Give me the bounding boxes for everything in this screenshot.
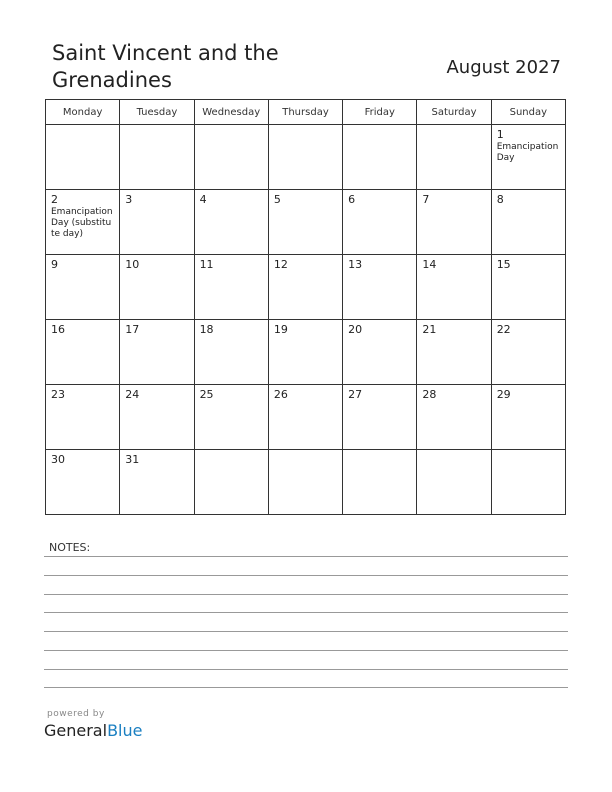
generalblue-logo <box>44 721 142 740</box>
day-content <box>492 125 565 167</box>
weekday-header: Wednesday <box>194 100 268 125</box>
day-cell <box>194 255 268 320</box>
weekday-header: Friday <box>343 100 417 125</box>
powered-by-text: powered by <box>47 709 105 719</box>
day-number: 8 <box>496 193 504 206</box>
note-line <box>44 575 568 576</box>
day-number: 15 <box>496 258 511 271</box>
day-content <box>417 320 490 339</box>
day-cell <box>491 190 565 255</box>
weekday-header: Saturday <box>417 100 491 125</box>
brand-general: General <box>44 721 108 740</box>
day-number: 5 <box>273 193 281 206</box>
day-number: 30 <box>51 453 65 466</box>
day-number: 27 <box>348 388 363 401</box>
day-cell <box>268 125 342 190</box>
day-content <box>343 320 416 339</box>
day-number: 4 <box>199 193 207 206</box>
day-cell <box>343 255 417 320</box>
day-cell <box>417 190 491 255</box>
day-content <box>492 255 565 274</box>
month-title: August 2027 <box>446 57 561 78</box>
note-line <box>44 556 568 557</box>
day-number: 25 <box>199 388 214 401</box>
day-content <box>269 190 342 209</box>
day-content <box>195 450 268 456</box>
day-cell <box>343 125 417 190</box>
day-cell <box>120 450 194 515</box>
day-number: 21 <box>422 323 437 336</box>
day-cell <box>268 320 342 385</box>
day-cell <box>46 385 120 450</box>
note-line <box>44 687 568 688</box>
day-cell <box>268 450 342 515</box>
day-content <box>269 385 342 404</box>
day-cell <box>46 190 120 255</box>
holiday-label: Emancipation Day (substitute day) <box>51 207 113 239</box>
weekday-header: Sunday <box>491 100 565 125</box>
day-content <box>343 125 416 131</box>
day-number: 19 <box>273 323 288 336</box>
day-content <box>492 385 565 404</box>
day-content <box>269 255 342 274</box>
day-number: 22 <box>496 323 511 336</box>
day-number: 16 <box>51 323 65 336</box>
day-content <box>492 190 565 209</box>
day-content <box>269 320 342 339</box>
day-content <box>46 125 119 131</box>
day-content <box>120 320 193 339</box>
day-content <box>46 385 119 404</box>
day-cell <box>417 385 491 450</box>
day-cell <box>417 125 491 190</box>
day-cell <box>343 385 417 450</box>
day-content <box>120 190 193 209</box>
day-content <box>120 450 193 469</box>
country-title: Saint Vincent and the Grenadines <box>52 41 279 92</box>
day-cell <box>194 125 268 190</box>
day-number: 13 <box>348 258 363 271</box>
day-number: 10 <box>125 258 140 271</box>
day-number: 29 <box>496 388 511 401</box>
week-row <box>46 385 566 450</box>
day-content <box>195 320 268 339</box>
day-cell <box>343 190 417 255</box>
day-content <box>492 450 565 456</box>
note-line <box>44 631 568 632</box>
day-cell <box>120 385 194 450</box>
day-content <box>343 450 416 456</box>
day-number: 26 <box>273 388 288 401</box>
day-number: 18 <box>199 323 214 336</box>
day-content <box>120 255 193 274</box>
day-content <box>195 190 268 209</box>
day-cell <box>46 255 120 320</box>
day-number: 11 <box>199 258 214 271</box>
day-cell <box>46 450 120 515</box>
calendar-grid <box>45 99 566 515</box>
day-content <box>492 320 565 339</box>
note-line <box>44 612 568 613</box>
day-content <box>46 190 119 243</box>
day-number: 12 <box>273 258 288 271</box>
day-content <box>269 125 342 131</box>
weekday-header: Tuesday <box>120 100 194 125</box>
day-content <box>46 450 119 469</box>
day-content <box>343 255 416 274</box>
day-cell <box>343 450 417 515</box>
day-cell <box>120 255 194 320</box>
weekday-header-row <box>46 100 566 125</box>
day-cell <box>120 190 194 255</box>
day-number: 24 <box>125 388 140 401</box>
day-number: 28 <box>422 388 437 401</box>
day-content <box>195 385 268 404</box>
holiday-label: Emancipation Day <box>496 142 559 163</box>
day-content <box>195 255 268 274</box>
weekday-header: Monday <box>46 100 120 125</box>
day-content <box>46 320 119 339</box>
day-cell <box>268 190 342 255</box>
week-row <box>46 320 566 385</box>
day-cell <box>194 385 268 450</box>
day-cell <box>194 190 268 255</box>
note-line <box>44 669 568 670</box>
day-content <box>343 190 416 209</box>
day-content <box>417 255 490 274</box>
day-cell <box>194 450 268 515</box>
day-content <box>343 385 416 404</box>
day-cell <box>491 320 565 385</box>
day-number: 7 <box>422 193 430 206</box>
week-row <box>46 125 566 190</box>
day-cell <box>194 320 268 385</box>
notes-label: NOTES: <box>49 541 91 554</box>
week-row <box>46 255 566 320</box>
day-number: 3 <box>125 193 133 206</box>
brand-blue: Blue <box>107 721 143 740</box>
day-cell <box>417 450 491 515</box>
day-content <box>269 450 342 456</box>
day-content <box>195 125 268 131</box>
day-cell <box>491 450 565 515</box>
day-cell <box>120 320 194 385</box>
day-cell <box>417 320 491 385</box>
day-cell <box>268 385 342 450</box>
week-row <box>46 450 566 515</box>
day-number: 2 <box>51 193 58 206</box>
day-cell <box>491 385 565 450</box>
day-number: 14 <box>422 258 437 271</box>
day-number: 23 <box>51 388 65 401</box>
day-number: 17 <box>125 323 140 336</box>
day-content <box>46 255 119 274</box>
day-content <box>120 385 193 404</box>
weekday-header: Thursday <box>268 100 342 125</box>
day-cell <box>120 125 194 190</box>
day-content <box>417 190 490 209</box>
day-cell <box>491 125 565 190</box>
day-cell <box>268 255 342 320</box>
week-row <box>46 190 566 255</box>
day-number: 9 <box>51 258 58 271</box>
day-cell <box>491 255 565 320</box>
day-content <box>120 125 193 131</box>
note-line <box>44 594 568 595</box>
day-cell <box>343 320 417 385</box>
day-number: 1 <box>496 128 504 141</box>
day-number: 20 <box>348 323 363 336</box>
day-cell <box>417 255 491 320</box>
day-cell <box>46 125 120 190</box>
day-content <box>417 125 490 131</box>
day-content <box>417 450 490 456</box>
day-number: 6 <box>348 193 356 206</box>
day-number: 31 <box>125 453 140 466</box>
note-line <box>44 650 568 651</box>
day-cell <box>46 320 120 385</box>
day-content <box>417 385 490 404</box>
